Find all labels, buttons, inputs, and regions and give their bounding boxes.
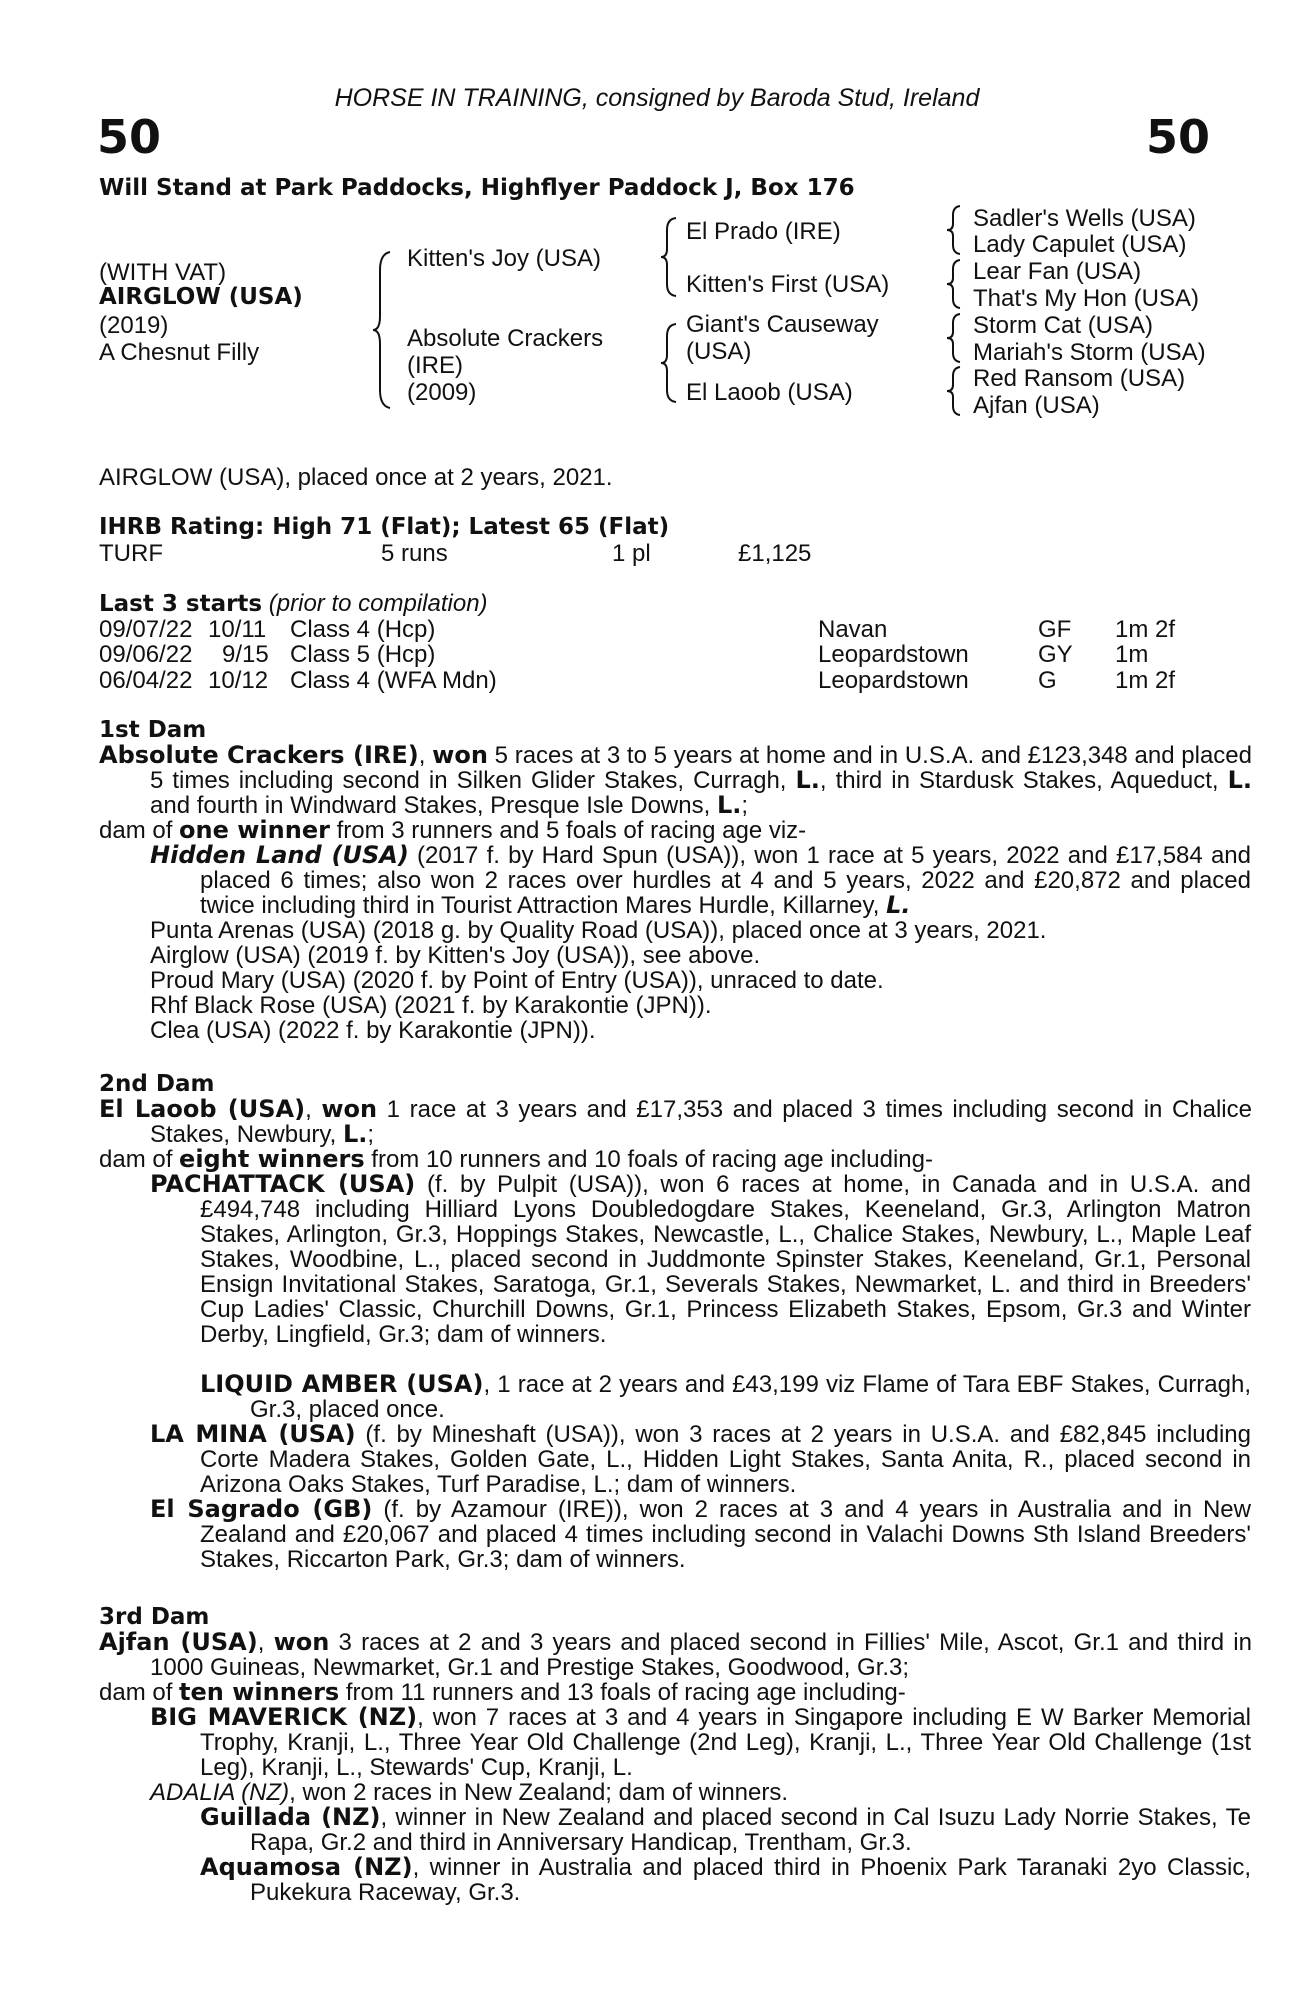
pedigree-gen3-6: Mariah's Storm (USA) [973, 339, 1206, 366]
dam2-winners: eight winners [179, 1145, 365, 1173]
dam3-produce-summary [99, 1680, 906, 1705]
dam1-runners: from 3 runners and 5 foals of racing age viz- [329, 817, 807, 844]
dam1-won: won [432, 741, 488, 769]
rating-title: IHRB Rating: High 71 (Flat); Latest 65 (Flat) [99, 514, 670, 540]
dam3-heading: 3rd Dam [99, 1604, 210, 1630]
start-position: 10/12 [208, 667, 269, 694]
pedigree-brace-2 [660, 216, 682, 298]
rating-placed: 1 pl [612, 540, 651, 567]
foal-record: (f. by Mineshaft (USA)), won 3 races at 2 years in U.S.A. and £82,845 including Corte Madera Stakes, Golden Gate, L., Hidden Light Stakes, Santa Anita, R., placed second in Arizona Oaks Stakes, Turf Paradise, L.; dam of winners. [200, 1421, 1251, 1498]
pedigree-brace-7 [946, 365, 966, 417]
lot-number-right: 50 [1146, 110, 1211, 164]
dam3-grandfoal-guillada [200, 1805, 1251, 1855]
start-going: G [1038, 667, 1057, 694]
consignment-line: HORSE IN TRAINING, consigned by Baroda Stud, Ireland [334, 84, 980, 112]
start-position: 10/11 [208, 616, 267, 643]
start-date: 06/04/22 [99, 667, 193, 694]
dam-of-label: dam of [99, 1679, 180, 1706]
foal-name: LIQUID AMBER (USA) [200, 1370, 484, 1398]
pedigree-gen3-2: Lady Capulet (USA) [973, 231, 1187, 258]
pedigree-brace-1 [372, 250, 398, 410]
horse-name: AIRGLOW (USA) [99, 284, 303, 310]
rating-surface: TURF [99, 540, 163, 567]
pedigree-brace-4 [946, 204, 966, 256]
lot-number-left: 50 [97, 110, 162, 164]
dam1-foal-hidden-land [150, 843, 1251, 918]
foal-name: Hidden Land (USA) [150, 841, 409, 869]
foal-record: , won 2 races in New Zealand; dam of winners. [289, 1779, 789, 1806]
dam3-foal-big-maverick [150, 1705, 1251, 1780]
pedigree-brace-3 [660, 322, 682, 404]
dam-of-label: dam of [99, 1146, 180, 1173]
dam3-record: Ajfan (USA), won 3 races at 2 and 3 years and placed second in Fillies' Mile, Ascot, Gr.1 and third in 1000 Guineas, Newmarket, Gr.1 and Prestige Stakes, Goodwood, Gr.3; [99, 1628, 1252, 1681]
dam2-record: El Laoob (USA), won 1 race at 3 years and £17,353 and placed 3 times including second in Chalice Stakes, Newbury, L.; [99, 1095, 1252, 1148]
dam1-produce-summary [99, 818, 806, 843]
start-date: 09/06/22 [99, 641, 193, 668]
vat-note: (WITH VAT) [99, 259, 227, 286]
pedigree-dam-line3: (2009) [407, 379, 477, 406]
dam1-text: , third in Stardusk Stakes, Aqueduct, [819, 767, 1228, 794]
dam2-produce-summary [99, 1147, 933, 1172]
dam3-won: won [273, 1628, 330, 1656]
foal-record: (f. by Pulpit (USA)), won 6 races at home, in Canada and in U.S.A. and £494,748 including Hilliard Lyons Doubledogdare Stakes, Keeneland, Gr.3, Arlington Matron Stakes, Arlington, Gr.3, Hoppings Stakes, Newcastle, L., Chalice Stakes, Newbury, L., Maple Leaf Stakes, Woodbine, L., placed second in Juddmonte Spinster Stakes, Keeneland, Gr.1, Personal Ensign Invitational Stakes, Saratoga, Gr.1, Severals Stakes, Newmarket, L. and third in Breeders' Cup Ladies' Classic, Churchill Downs, Gr.1, Princess Elizabeth Stakes, Epsom, Gr.3 and Winter Derby, Lingfield, Gr.3; dam of winners. [200, 1171, 1252, 1348]
foal-record: , winner in New Zealand and placed second in Cal Isuzu Lady Norrie Stakes, Te Rapa, Gr.2 and third in Anniversary Handicap, Trentham, Gr.3. [250, 1804, 1251, 1856]
dam1-foal: Punta Arenas (USA) (2018 g. by Quality Road (USA)), placed once at 3 years, 2021. [150, 917, 1047, 944]
start-going: GF [1038, 616, 1072, 643]
dam1-text: 5 races at 3 to 5 years at home and in U.S.A. and £123,348 and placed 5 times including second in Silken Glider Stakes, Curragh, [150, 742, 1252, 794]
foal-name: PACHATTACK (USA) [150, 1170, 416, 1198]
horse-description: A Chesnut Filly [99, 339, 260, 366]
start-class: Class 4 (Hcp) [290, 616, 436, 643]
dam2-text: 1 race at 3 years and £17,353 and placed 3 times including second in Chalice Stakes, Newbury, [150, 1096, 1252, 1148]
dam1-winners: one winner [179, 816, 330, 844]
dam2-grandfoal-liquid-amber [200, 1372, 1251, 1422]
race-summary: AIRGLOW (USA), placed once at 2 years, 2021. [99, 464, 613, 491]
start-course: Navan [818, 616, 888, 643]
rating-runs: 5 runs [381, 540, 448, 567]
dam1-record: Absolute Crackers (IRE), won 5 races at 3 to 5 years at home and in U.S.A. and £123,348 and placed 5 times including second in Silken Glider Stakes, Curragh, L., third in Stardusk Stakes, Aqueduct, L. and fourth in Windward Stakes, Presque Isle Downs, L.; [99, 741, 1252, 819]
foal-record: (2017 f. by Hard Spun (USA)), won 1 race at 5 years, 2022 and £17,584 and placed 6 times; also won 2 races over hurdles at 4 and 5 years, 2022 and £20,872 and placed twice including third in Tourist Attraction Mares Hurdle, Killarney, [200, 842, 1251, 919]
pedigree-dam-dam: El Laoob (USA) [686, 379, 853, 406]
last-starts-heading [99, 591, 488, 617]
foal-record: , 1 race at 2 years and £43,199 viz Flame of Tara EBF Stakes, Curragh, Gr.3, placed once. [250, 1371, 1251, 1423]
dam2-foal-pachattack [150, 1172, 1251, 1347]
dam2-heading: 2nd Dam [99, 1071, 215, 1097]
dam1-foal: Clea (USA) (2022 f. by Karakontie (JPN)). [150, 1017, 596, 1044]
dam2-foal-el-sagrado [150, 1497, 1251, 1572]
pedigree-gen3-8: Ajfan (USA) [973, 392, 1100, 419]
start-position: 9/15 [222, 641, 269, 668]
pedigree-sire-sire: El Prado (IRE) [686, 218, 841, 245]
dam2-foal-la-mina [150, 1422, 1251, 1497]
pedigree-gen3-1: Sadler's Wells (USA) [973, 205, 1196, 232]
listed-mark: L. [342, 1120, 368, 1148]
last-starts-note: (prior to compilation) [268, 590, 488, 617]
dam1-foal: Proud Mary (USA) (2020 f. by Point of Entry (USA)), unraced to date. [150, 967, 884, 994]
dam2-runners: from 10 runners and 10 foals of racing age including- [364, 1146, 933, 1173]
foal-name: BIG MAVERICK (NZ) [150, 1703, 418, 1731]
listed-mark: L. [795, 766, 820, 794]
dam3-runners: from 11 runners and 13 foals of racing age including- [339, 1679, 906, 1706]
pedigree-gen3-3: Lear Fan (USA) [973, 258, 1142, 285]
rating-earnings: £1,125 [738, 540, 812, 567]
foal-record: , winner in Australia and placed third in Phoenix Park Taranaki 2yo Classic, Pukekura Raceway, Gr.3. [250, 1854, 1252, 1906]
start-distance: 1m 2f [1115, 667, 1176, 694]
pedigree-dam-sire-line2: (USA) [686, 338, 752, 365]
start-course: Leopardstown [818, 641, 969, 668]
dam2-name: El Laoob (USA) [99, 1095, 306, 1123]
foal-name: Aquamosa (NZ) [200, 1853, 413, 1881]
foal-name: LA MINA (USA) [150, 1420, 356, 1448]
dam2-won: won [321, 1095, 378, 1123]
dam1-name: Absolute Crackers (IRE) [99, 741, 419, 769]
start-course: Leopardstown [818, 667, 969, 694]
pedigree-dam-line1: Absolute Crackers [407, 325, 604, 352]
dam1-text: and fourth in Windward Stakes, Presque Isle Downs, [150, 792, 717, 819]
dam3-grandfoal-aquamosa [200, 1855, 1251, 1905]
last-starts-title: Last 3 starts [99, 591, 263, 617]
dam3-name: Ajfan (USA) [99, 1628, 258, 1656]
pedigree-sire: Kitten's Joy (USA) [407, 245, 601, 272]
dam1-heading: 1st Dam [99, 717, 207, 743]
dam-of-label: dam of [99, 817, 180, 844]
start-distance: 1m 2f [1115, 616, 1176, 643]
dam1-foal: Airglow (USA) (2019 f. by Kitten's Joy (USA)), see above. [150, 942, 761, 969]
foal-name: El Sagrado (GB) [150, 1495, 373, 1523]
foal-name: Guillada (NZ) [200, 1803, 381, 1831]
pedigree-dam-sire-line1: Giant's Causeway [686, 311, 879, 338]
listed-mark: L. [716, 791, 742, 819]
listed-mark: L. [886, 891, 911, 919]
dam3-winners: ten winners [179, 1678, 340, 1706]
pedigree-sire-dam: Kitten's First (USA) [686, 271, 890, 298]
start-going: GY [1038, 641, 1073, 668]
foal-name: ADALIA (NZ) [150, 1779, 290, 1806]
pedigree-gen3-5: Storm Cat (USA) [973, 312, 1154, 339]
foal-record: , won 7 races at 3 and 4 years in Singapore including E W Barker Memorial Trophy, Kranji, L., Three Year Old Challenge (2nd Leg), Kranji, L., Three Year Old Challenge (1st Leg), Kranji, L., Stewards' Cup, Kranji, L. [200, 1704, 1251, 1781]
start-distance: 1m [1115, 641, 1149, 668]
dam3-text: 3 races at 2 and 3 years and placed second in Fillies' Mile, Ascot, Gr.1 and third in 1000 Guineas, Newmarket, Gr.1 and Prestige Stakes, Goodwood, Gr.3; [150, 1629, 1252, 1681]
pedigree-dam-line2: (IRE) [407, 352, 463, 379]
horse-year: (2019) [99, 312, 169, 339]
dam1-text: ; [741, 792, 749, 819]
start-class: Class 5 (Hcp) [290, 641, 436, 668]
pedigree-brace-5 [946, 258, 966, 310]
stand-location: Will Stand at Park Paddocks, Highflyer Paddock J, Box 176 [99, 175, 855, 201]
start-date: 09/07/22 [99, 616, 193, 643]
dam1-foal: Rhf Black Rose (USA) (2021 f. by Karakontie (JPN)). [150, 992, 712, 1019]
dam2-text: ; [367, 1121, 375, 1148]
pedigree-gen3-7: Red Ransom (USA) [973, 365, 1186, 392]
pedigree-brace-6 [946, 312, 966, 364]
dam3-foal-adalia [150, 1780, 788, 1805]
listed-mark: L. [1227, 766, 1252, 794]
foal-record: (f. by Azamour (IRE)), won 2 races at 3 and 4 years in Australia and in New Zealand and £20,067 and placed 4 times including second in Valachi Downs Sth Island Breeders' Stakes, Riccarton Park, Gr.3; dam of winners. [200, 1496, 1251, 1573]
pedigree-gen3-4: That's My Hon (USA) [973, 285, 1199, 312]
start-class: Class 4 (WFA Mdn) [290, 667, 497, 694]
